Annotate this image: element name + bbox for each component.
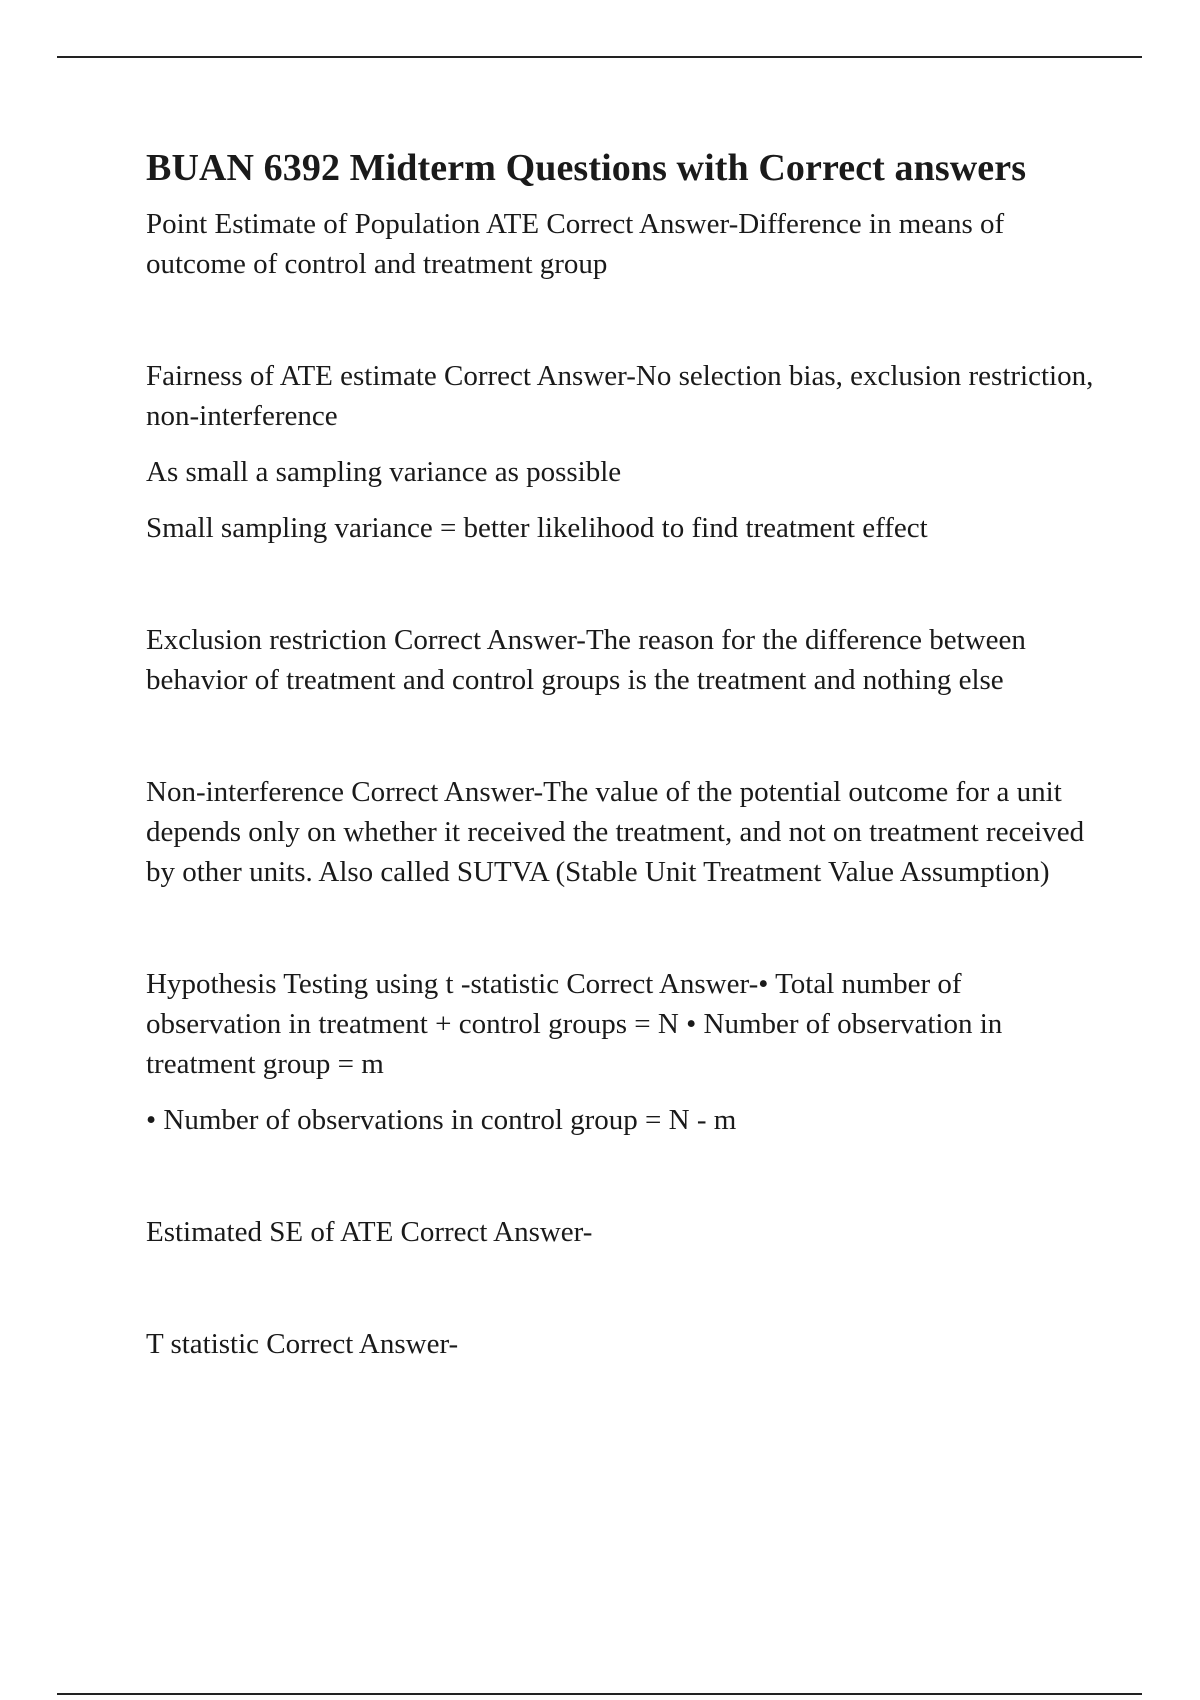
header-rule (57, 56, 1142, 58)
document-body (146, 144, 1096, 1364)
qa-non-interference: Non-interference Correct Answer-The value of the potential outcome for a unit depends only on whether it received the treatment, and not on treatment received by other units. Also called SUTVA (Stable Unit Treatment Value Assumption) (146, 776, 1085, 888)
qa-fairness: Fairness of ATE estimate Correct Answer-No selection bias, exclusion restriction, non-interference (146, 360, 1094, 432)
qa-point-estimate: Point Estimate of Population ATE Correct Answer-Difference in means of outcome of control and treatment group (146, 208, 1005, 280)
document-title: BUAN 6392 Midterm Questions with Correct answers (146, 147, 1027, 189)
qa-exclusion-restriction: Exclusion restriction Correct Answer-The reason for the difference between behavior of treatment and control groups is the treatment and nothing else (146, 624, 1026, 696)
qa-hypothesis-testing-line-2: • Number of observations in control group = N - m (146, 1104, 737, 1136)
qa-hypothesis-testing: Hypothesis Testing using t -statistic Correct Answer-• Total number of observation in treatment + control groups = N • Number of observation in treatment group = m (146, 968, 1003, 1080)
qa-fairness-line-2: As small a sampling variance as possible (146, 456, 622, 488)
qa-fairness-line-3: Small sampling variance = better likelihood to find treatment effect (146, 512, 928, 544)
footer-rule (57, 1693, 1142, 1695)
qa-estimated-se: Estimated SE of ATE Correct Answer- (146, 1216, 593, 1248)
qa-t-statistic: T statistic Correct Answer- (146, 1328, 459, 1360)
